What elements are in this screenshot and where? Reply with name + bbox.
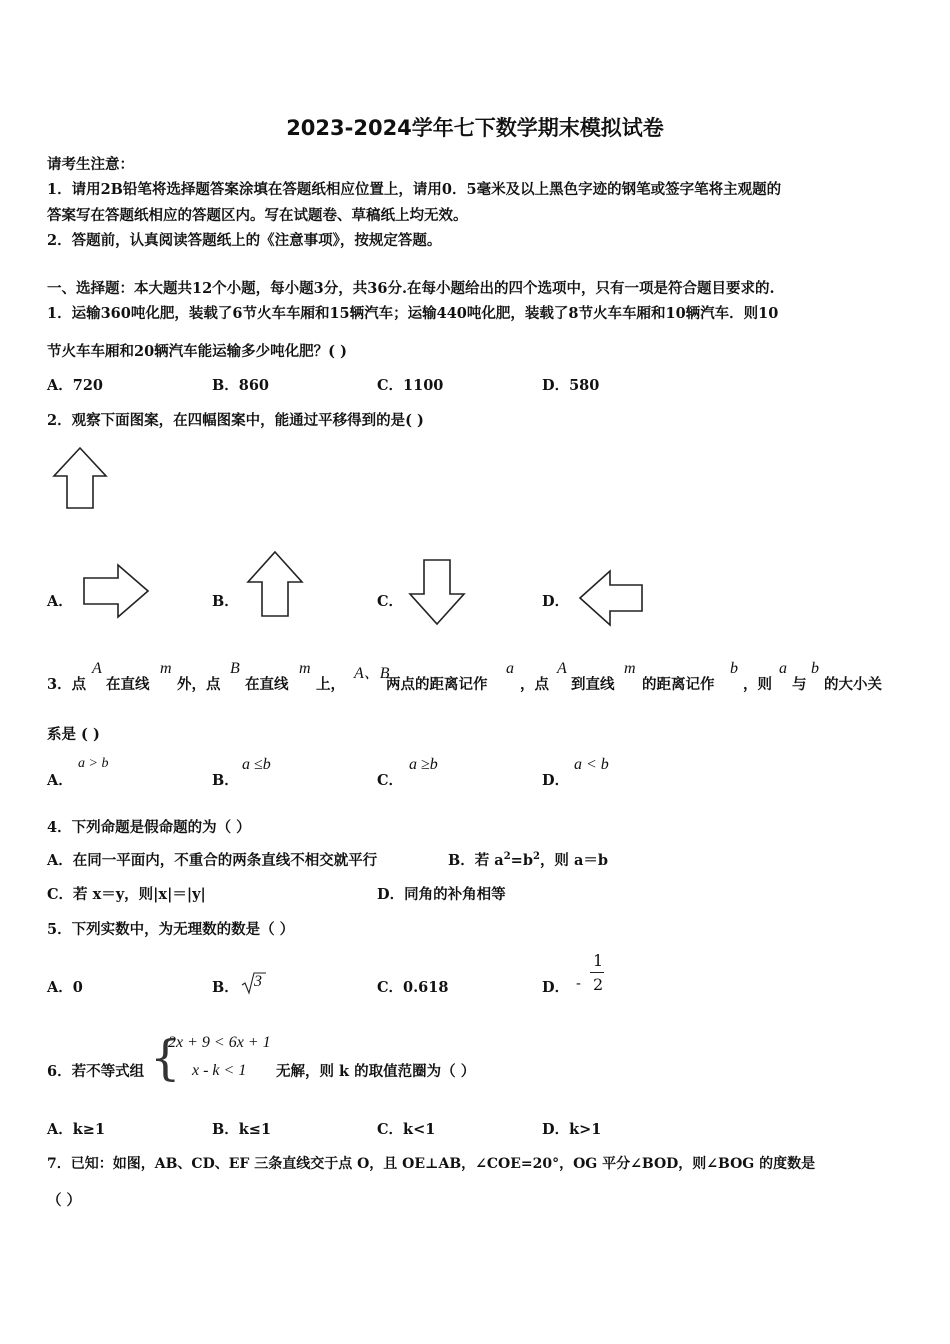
q5-option-d-sign: - (576, 976, 581, 992)
q3-text-8: 到直线 (571, 676, 615, 693)
q3-point-b: B (230, 660, 240, 677)
q3-option-c-label: C． (377, 772, 404, 789)
q4-option-a: A．在同一平面内，不重合的两条直线不相交就平行 (47, 852, 378, 869)
q2-option-c-arrow-figure (408, 558, 466, 626)
q3-point-a-2: A (557, 660, 567, 677)
q3-text-7: ，点 (520, 676, 549, 693)
q5-option-d-denominator: 2 (593, 975, 604, 994)
q2-option-b-arrow-figure (246, 550, 304, 618)
q3-option-b-expr: a ≤b (242, 756, 271, 773)
q5-option-b-label: B． (212, 979, 239, 996)
q3-line-m: m (160, 660, 172, 677)
notice-heading: 请考生注意： (47, 156, 134, 173)
page-title: 2023-2024学年七下数学期末模拟试卷 (286, 116, 664, 140)
q4-option-c: C．若 x＝y，则|x|＝|y| (47, 886, 206, 903)
q3-line-m-3: m (624, 660, 636, 677)
q3-text-4: 在直线 (245, 676, 289, 693)
q3-option-a-expr: a > b (78, 756, 109, 771)
q5-option-c: C．0.618 (377, 979, 449, 996)
q3-text-9: 的距离记作 (642, 676, 715, 693)
q3-var-a: a (506, 660, 514, 677)
q3-option-c-expr: a ≥b (409, 756, 438, 773)
q2-option-d-label: D． (542, 593, 570, 610)
q2-option-a-arrow-figure (82, 563, 150, 619)
q6-inequality-1: 2x + 9 < 6x + 1 (168, 1034, 271, 1051)
fraction-bar (590, 972, 604, 973)
q1-option-a: A．720 (47, 377, 104, 394)
q6-option-d: D．k>1 (542, 1121, 602, 1138)
q4-option-b-post: ，则 a＝b (539, 852, 609, 869)
system-brace: { (150, 1030, 181, 1086)
q3-text-3: 外，点 (177, 676, 221, 693)
q3-points-ab: A、B (354, 665, 390, 682)
q5-stem: 5．下列实数中，为无理数的数是（ ） (47, 921, 295, 938)
q7-line-2: （ ） (47, 1192, 82, 1209)
q6-option-c: C．k<1 (377, 1121, 436, 1138)
q5-option-d-label: D． (542, 979, 570, 996)
q3-line-2: 系是 ( ) (47, 726, 100, 743)
q2-option-d-arrow-figure (578, 569, 646, 627)
q3-option-b-label: B． (212, 772, 239, 789)
q1-line-1: 1．运输360吨化肥，装载了6节火车车厢和15辆汽车；运输440吨化肥，装载了8节火车车厢和10辆汽车．则10 (47, 305, 779, 322)
q7-line-1: 7．已知：如图，AB、CD、EF 三条直线交于点 O，且 OE⊥AB，∠COE=20°，OG 平分∠BOD，则∠BOG 的度数是 (47, 1156, 816, 1172)
notice-line-1: 1．请用2B铅笔将选择题答案涂填在答题纸相应位置上，请用0．5毫米及以上黑色字迹的钢笔或签字笔将主观题的 (47, 181, 782, 198)
q4-stem: 4．下列命题是假命题的为（ ） (47, 819, 251, 836)
q6-text-post: 无解，则 k 的取值范圈为（ ） (276, 1063, 476, 1080)
q1-option-d: D．580 (542, 377, 600, 394)
q4-option-b-mid: =b (510, 852, 533, 869)
q3-text-12: 的大小关 (824, 676, 882, 693)
section-heading: 一、选择题：本大题共12个小题，每小题3分，共36分.在每小题给出的四个选项中，只有一项是符合题目要求的. (47, 280, 775, 297)
q1-option-b: B．860 (212, 377, 270, 394)
q3-option-d-expr: a < b (574, 756, 609, 773)
q3-text-5: 上， (316, 676, 345, 693)
q5-option-d-numerator: 1 (593, 951, 604, 970)
q3-text-1: 3．点 (47, 676, 87, 693)
q5-option-a: A．0 (47, 979, 83, 996)
q2-stem: 2．观察下面图案，在四幅图案中，能通过平移得到的是( ) (47, 412, 424, 429)
q4-option-d: D．同角的补角相等 (377, 886, 506, 903)
q4-option-b (448, 849, 608, 870)
q2-option-b-label: B． (212, 593, 239, 610)
q6-option-b: B．k≤1 (212, 1121, 272, 1138)
q3-var-b-2: b (811, 660, 819, 677)
q3-text-6: 两点的距离记作 (386, 676, 488, 693)
q4-option-b-pre: B．若 a (448, 852, 504, 869)
q2-option-a-label: A． (47, 593, 73, 610)
q3-option-a-label: A． (47, 772, 73, 789)
q5-option-b-radicand: 3 (254, 973, 262, 990)
q2-reference-arrow-figure (52, 446, 108, 510)
q3-var-a-2: a (779, 660, 787, 677)
q3-text-11: 与 (792, 676, 807, 693)
q1-line-2: 节火车车厢和20辆汽车能运输多少吨化肥？( ) (47, 343, 347, 360)
q6-option-a: A．k≥1 (47, 1121, 106, 1138)
q6-inequality-2: x - k < 1 (192, 1062, 247, 1079)
notice-line-2: 答案写在答题纸相应的答题区内。写在试题卷、草稿纸上均无效。 (47, 207, 468, 224)
q2-option-c-label: C． (377, 593, 404, 610)
q3-point-a: A (92, 660, 102, 677)
q3-var-b: b (730, 660, 738, 677)
q4-square-2: 2 (532, 851, 540, 863)
q6-text-pre: 6．若不等式组 (47, 1063, 145, 1080)
q4-square-1: 2 (503, 851, 511, 863)
q3-option-d-label: D． (542, 772, 570, 789)
q3-line-m-2: m (299, 660, 311, 677)
notice-line-3: 2．答题前，认真阅读答题纸上的《注意事项》，按规定答题。 (47, 232, 442, 249)
q3-text-2: 在直线 (106, 676, 150, 693)
q1-option-c: C．1100 (377, 377, 444, 394)
q3-text-10: ，则 (743, 676, 772, 693)
